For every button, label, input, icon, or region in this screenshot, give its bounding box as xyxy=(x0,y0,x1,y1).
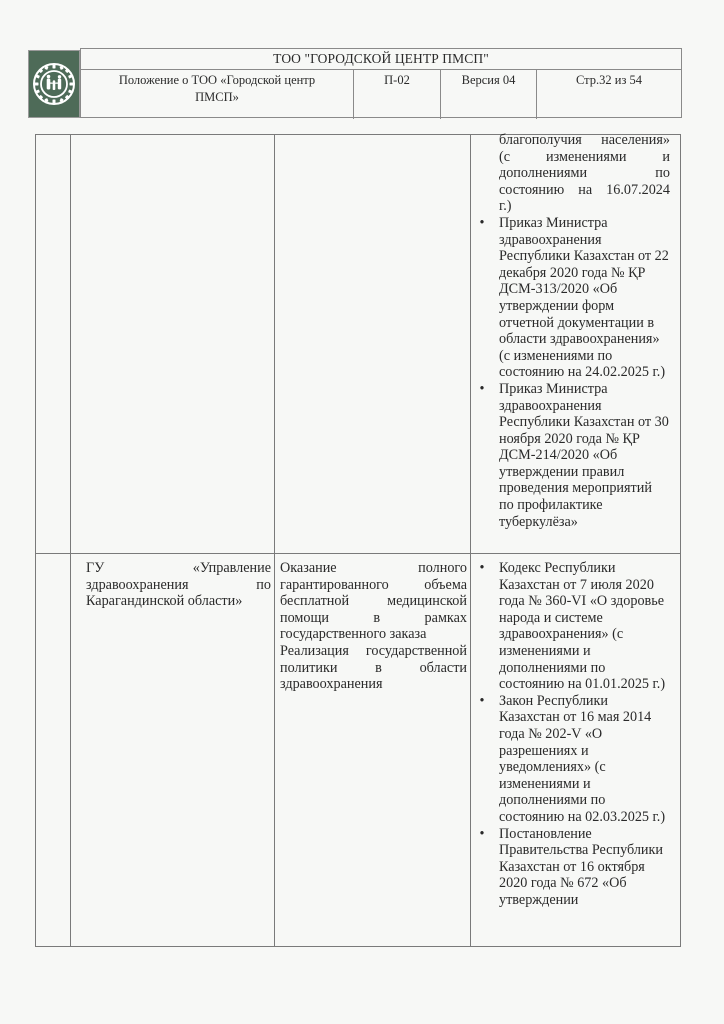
cell-number xyxy=(36,135,70,553)
cell-legal-basis xyxy=(471,132,682,553)
activity-text: Реализация государственной политики в области здравоохранения xyxy=(280,642,467,693)
continued-text-line: состоянию на 16.07.2024 xyxy=(499,181,670,198)
law-item xyxy=(471,826,670,909)
document-code: П-02 xyxy=(354,70,441,119)
cell-activity xyxy=(275,135,470,553)
regulatory-table xyxy=(35,134,681,947)
continued-text-line: благополучия населения» xyxy=(499,132,670,148)
document-header xyxy=(80,48,682,118)
law-text: Постановление Правительства Республики Казахстан от 16 октября 2020 года № 672 «Об утверждении xyxy=(499,825,664,908)
bullet-icon: • xyxy=(479,380,485,397)
cell-legal-basis xyxy=(471,554,682,946)
continued-text-line: (с изменениями и xyxy=(499,148,670,165)
bullet-icon: • xyxy=(479,825,485,842)
cell-activity xyxy=(275,554,470,946)
family-in-circle-icon xyxy=(31,61,77,107)
organization-name: ТОО "ГОРОДСКОЙ ЦЕНТР ПМСП" xyxy=(81,49,681,70)
activity-text: Оказание полного гарантированного объема бесплатной медицинской помощи в рамках государственного заказа xyxy=(280,560,467,643)
cell-number xyxy=(36,554,70,946)
bullet-icon: • xyxy=(479,692,485,709)
cell-organization: ГУ «Управление здравоохранения по Карагандинской области» xyxy=(86,560,271,610)
page-number: Стр.32 из 54 xyxy=(575,73,643,87)
law-text: Приказ Министра здравоохранения Республики Казахстан от 22 декабря 2020 года № ҚР ДСМ-313/2020 «Об утверждении форм отчетной документации в области здравоохранения» (с изменениями по состоянию на 24.02.2025 г.) xyxy=(499,214,669,381)
law-item xyxy=(471,381,670,530)
law-list xyxy=(471,215,670,530)
law-list xyxy=(471,560,670,908)
cell-organization xyxy=(71,135,274,553)
bullet-icon: • xyxy=(479,560,485,576)
table-row xyxy=(36,132,680,553)
law-item xyxy=(471,215,670,381)
document-title: Положение о ТОО «Городской центр ПМСП» xyxy=(81,70,354,119)
table-row xyxy=(36,554,680,946)
continued-text-line: г.) xyxy=(499,198,512,215)
bullet-icon: • xyxy=(479,214,485,231)
law-text: Кодекс Республики Казахстан от 7 июля 2020 года № 360-VI «О здоровье народа и системе здравоохранения» (с изменениями и дополнениями по состоянию на 01.01.2025 г.) xyxy=(499,560,666,693)
law-text: Закон Республики Казахстан от 16 мая 2014 года № 202-V «О разрешениях и уведомлениях» (с изменениями и дополнениями по состоянию на 02.03.2025 г.) xyxy=(499,692,666,825)
document-version: Версия 04 xyxy=(441,70,537,119)
organization-logo xyxy=(28,50,80,118)
law-item xyxy=(471,560,670,693)
continued-text-line: дополнениями по xyxy=(499,165,670,182)
law-item xyxy=(471,693,670,826)
law-text: Приказ Министра здравоохранения Республики Казахстан от 30 ноября 2020 года № ҚР ДСМ-214/2020 «Об утверждении правил проведения мероприятий по профилактике туберкулёза» xyxy=(499,380,669,530)
